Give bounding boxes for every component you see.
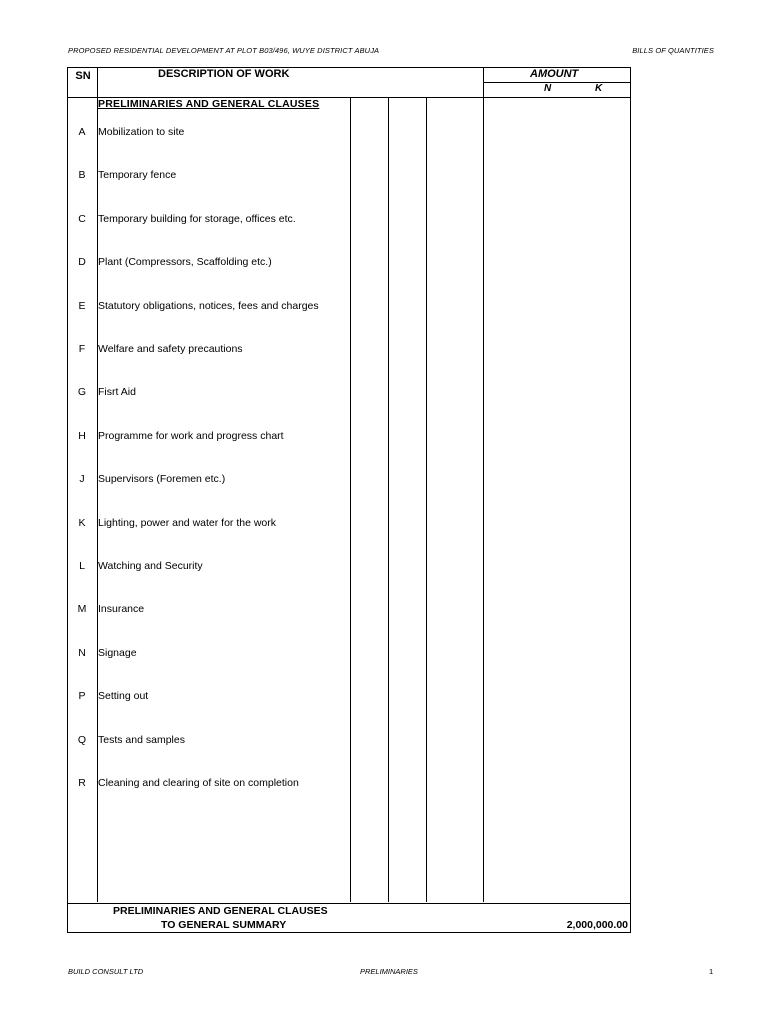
amount-subheader-rule — [483, 82, 630, 83]
item-sn: Q — [77, 733, 87, 746]
section-title: PRELIMINARIES AND GENERAL CLAUSES — [98, 98, 320, 110]
item-description: Tests and samples — [98, 733, 185, 746]
kobo-column-header: K — [595, 83, 603, 94]
item-sn: F — [78, 343, 86, 355]
item-sn: L — [79, 560, 85, 572]
item-sn: R — [78, 777, 86, 789]
page-number: 1 — [709, 967, 714, 976]
list-item — [68, 603, 488, 617]
footer-company: BUILD CONSULT LTD — [68, 967, 144, 976]
list-item — [68, 256, 488, 270]
list-item — [68, 690, 488, 704]
item-sn: M — [77, 603, 87, 616]
list-item — [68, 386, 488, 400]
naira-column-header: N — [544, 83, 552, 94]
item-description: Supervisors (Foremen etc.) — [98, 473, 226, 486]
list-item — [68, 517, 488, 531]
summary-top-rule — [68, 903, 630, 904]
item-sn: B — [78, 169, 86, 182]
item-description: Insurance — [98, 603, 145, 616]
list-item — [68, 734, 488, 748]
item-description: Programme for work and progress chart — [98, 429, 284, 442]
item-description: Temporary fence — [98, 169, 177, 182]
summary-amount: 2,000,000.00 — [566, 919, 628, 931]
amount-column-header: AMOUNT — [530, 68, 579, 80]
item-description: Mobilization to site — [98, 126, 185, 138]
document-header-title: BILLS OF QUANTITIES — [632, 46, 714, 55]
item-description: Temporary building for storage, offices etc. — [98, 212, 296, 225]
item-sn: P — [78, 690, 86, 703]
item-description: Statutory obligations, notices, fees and charges — [98, 299, 319, 312]
list-item — [68, 300, 488, 314]
list-item — [68, 473, 488, 487]
item-sn: C — [78, 212, 86, 225]
item-description: Welfare and safety precautions — [98, 343, 243, 355]
description-column-header: DESCRIPTION OF WORK — [158, 68, 290, 80]
list-item — [68, 343, 488, 357]
item-description: Cleaning and clearing of site on completion — [98, 777, 299, 789]
item-sn: G — [77, 386, 87, 399]
item-sn: J — [79, 473, 85, 486]
item-description: Fisrt Aid — [98, 386, 136, 399]
list-item — [68, 560, 488, 574]
bill-of-quantities-table — [67, 67, 631, 933]
item-sn: D — [78, 256, 86, 269]
list-item — [68, 126, 488, 140]
item-sn: N — [78, 646, 86, 659]
list-item — [68, 777, 488, 791]
item-description: Setting out — [98, 690, 149, 703]
item-description: Lighting, power and water for the work — [98, 516, 277, 529]
item-description: Plant (Compressors, Scaffolding etc.) — [98, 256, 272, 269]
item-sn: H — [78, 429, 86, 442]
item-description: Watching and Security — [98, 560, 203, 572]
list-item — [68, 169, 488, 183]
footer-section: PRELIMINARIES — [360, 967, 418, 976]
list-item — [68, 647, 488, 661]
summary-label-line1: PRELIMINARIES AND GENERAL CLAUSES — [113, 905, 328, 917]
item-sn: K — [78, 516, 86, 529]
summary-label-line2: TO GENERAL SUMMARY — [161, 919, 287, 931]
list-item — [68, 430, 488, 444]
item-description: Signage — [98, 646, 137, 659]
item-sn: A — [78, 126, 86, 138]
item-sn: E — [78, 299, 86, 312]
document-header-project: PROPOSED RESIDENTIAL DEVELOPMENT AT PLOT B03/496, WUYE DISTRICT ABUJA — [68, 46, 380, 55]
sn-column-header: SN — [75, 70, 91, 82]
list-item — [68, 213, 488, 227]
